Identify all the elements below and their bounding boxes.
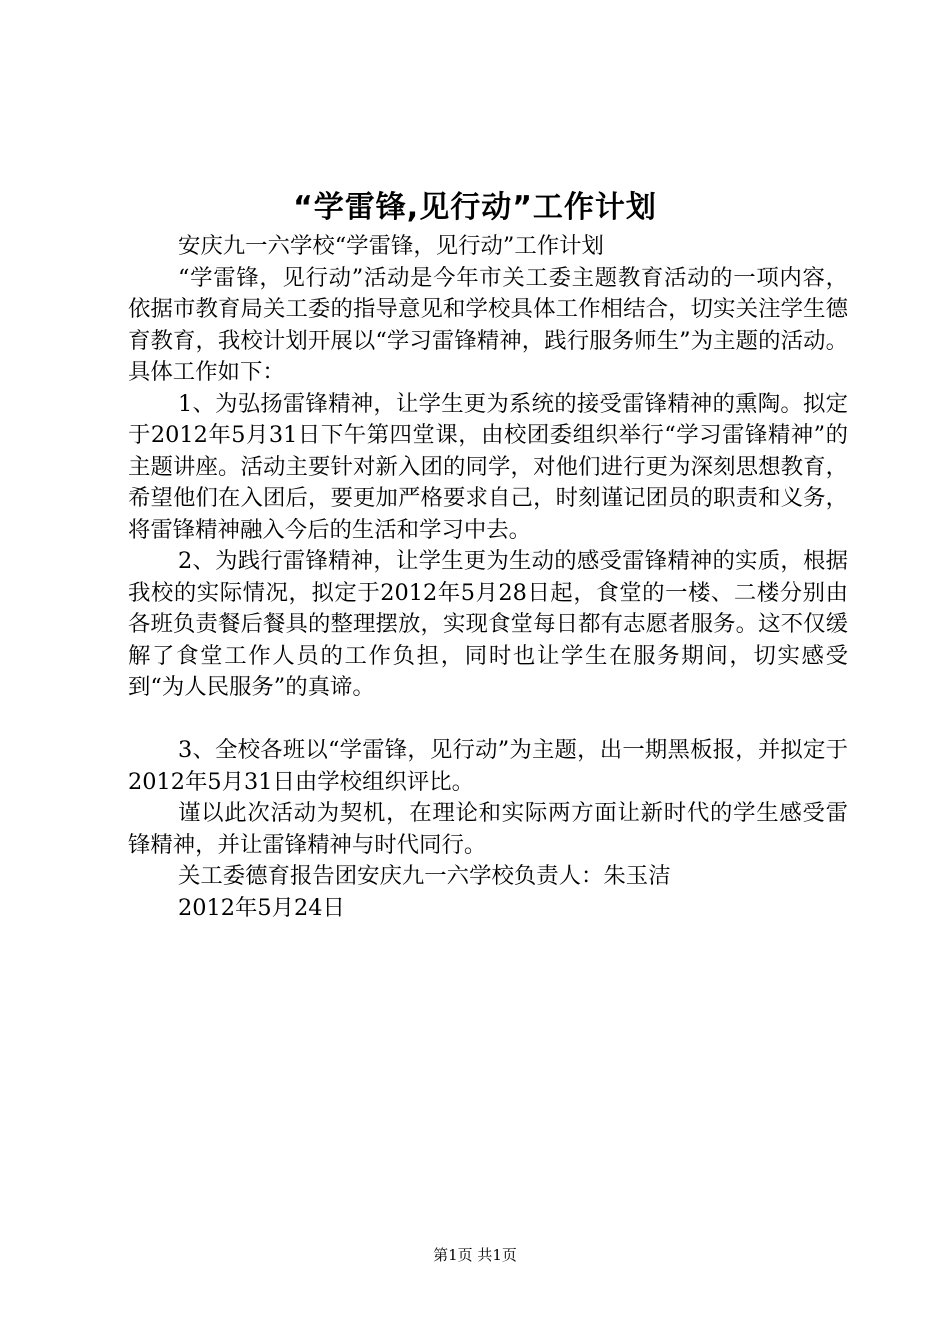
document-title: “学雷锋,见行动”工作计划	[293, 190, 657, 225]
page-footer: 第1页 共1页	[433, 1246, 517, 1264]
item-1-paragraph: 1、为弘扬雷锋精神，让学生更为系统的接受雷锋精神的熏陶。拟定于2012年5月31日下午第四堂课，由校团委组织举行“学习雷锋精神”的主题讲座。活动主要针对新入团的同学，对他们进行更为深刻思想教育，希望他们在入团后，要更加严格要求自己，时刻谨记团员的职责和义务，将雷锋精神融入今后的生活和学习中去。	[128, 390, 848, 543]
item-3-paragraph: 3、全校各班以“学雷锋，见行动”为主题，出一期黑板报，并拟定于2012年5月31日由学校组织评比。	[128, 737, 848, 795]
signature-line: 关工委德育报告团安庆九一六学校负责人：朱玉洁	[178, 863, 671, 889]
paragraph-gap	[128, 704, 848, 736]
document-body	[128, 231, 848, 924]
intro-paragraph: “学雷锋，见行动”活动是今年市关工委主题教育活动的一项内容，依据市教育局关工委的指导意见和学校具体工作相结合，切实关注学生德育教育，我校计划开展以“学习雷锋精神，践行服务师生”为主题的活动。具体工作如下：	[128, 264, 848, 385]
school-plan-heading: 安庆九一六学校“学雷锋，见行动”工作计划	[178, 233, 604, 259]
item-2-paragraph: 2、为践行雷锋精神，让学生更为生动的感受雷锋精神的实质，根据我校的实际情况，拟定于2012年5月28日起，食堂的一楼、二楼分别由各班负责餐后餐具的整理摆放，实现食堂每日都有志愿者服务。这不仅缓解了食堂工作人员的工作负担，同时也让学生在服务期间，切实感受到“为人民服务”的真谛。	[128, 548, 848, 700]
closing-paragraph: 谨以此次活动为契机，在理论和实际两方面让新时代的学生感受雷锋精神，并让雷锋精神与时代同行。	[128, 800, 848, 858]
date-line: 2012年5月24日	[178, 894, 345, 921]
